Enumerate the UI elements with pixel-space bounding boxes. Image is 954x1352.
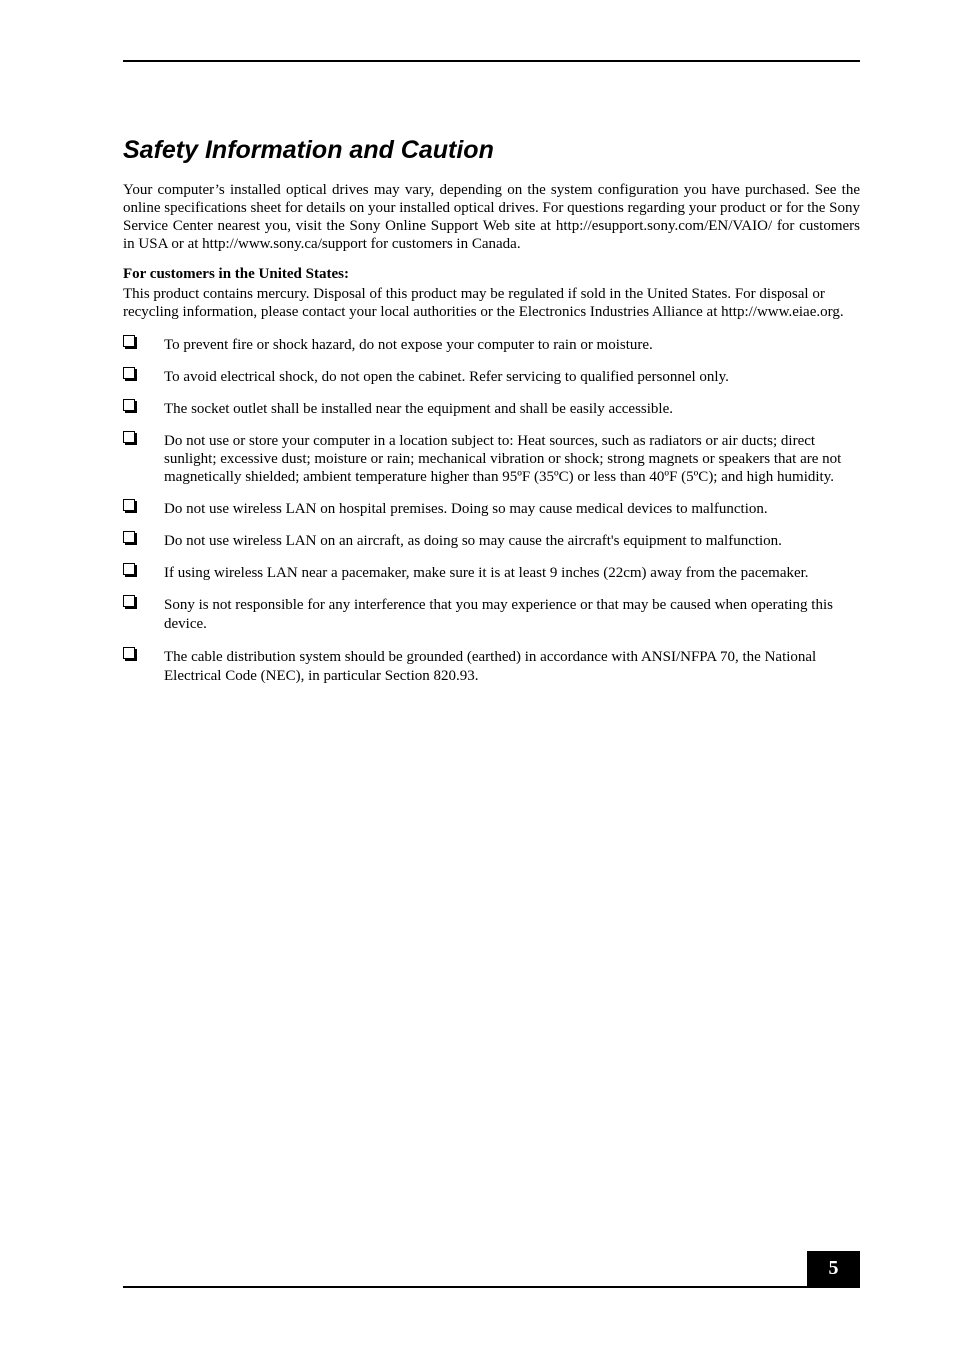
list-item-text: Sony is not responsible for any interference that you may experience or that may be caused when operating this device. xyxy=(164,597,833,632)
checkbox-square-icon xyxy=(123,499,135,511)
list-item xyxy=(123,647,860,685)
list-item xyxy=(123,335,860,353)
list-item-text: To avoid electrical shock, do not open the cabinet. Refer servicing to qualified personnel only. xyxy=(164,369,729,385)
checkbox-square-icon xyxy=(123,647,135,659)
list-item-text: Do not use wireless LAN on hospital premises. Doing so may cause medical devices to malfunction. xyxy=(164,501,768,517)
safety-list xyxy=(123,335,860,685)
bottom-rule xyxy=(123,1286,860,1288)
list-item xyxy=(123,531,860,549)
list-item xyxy=(123,563,860,581)
top-rule xyxy=(123,60,860,62)
list-item xyxy=(123,431,860,485)
checkbox-square-icon xyxy=(123,399,135,411)
checkbox-square-icon xyxy=(123,563,135,575)
us-customers-text: This product contains mercury. Disposal of this product may be regulated if sold in the United States. For disposal or recycling information, please contact your local authorities or the Electronics Industries Alliance at http://www.eiae.org. xyxy=(123,286,844,320)
list-item xyxy=(123,595,860,633)
list-item-text: The socket outlet shall be installed near the equipment and shall be easily accessible. xyxy=(164,401,673,417)
checkbox-square-icon xyxy=(123,431,135,443)
page-number: 5 xyxy=(807,1251,860,1288)
list-item xyxy=(123,499,860,517)
list-item-text: If using wireless LAN near a pacemaker, make sure it is at least 9 inches (22cm) away from the pacemaker. xyxy=(164,565,809,581)
checkbox-square-icon xyxy=(123,367,135,379)
list-item-text: Do not use wireless LAN on an aircraft, as doing so may cause the aircraft's equipment to malfunction. xyxy=(164,533,782,549)
list-item xyxy=(123,367,860,385)
document-body xyxy=(123,181,860,685)
checkbox-square-icon xyxy=(123,335,135,347)
list-item-text: The cable distribution system should be grounded (earthed) in accordance with ANSI/NFPA 70, the National Electrical Code (NEC), in particular Section 820.93. xyxy=(164,649,817,684)
checkbox-square-icon xyxy=(123,595,135,607)
page-title: Safety Information and Caution xyxy=(123,136,494,164)
us-customers-heading: For customers in the United States: xyxy=(123,266,349,282)
list-item xyxy=(123,399,860,417)
checkbox-square-icon xyxy=(123,531,135,543)
list-item-text: To prevent fire or shock hazard, do not expose your computer to rain or moisture. xyxy=(164,337,653,353)
intro-paragraph: Your computer’s installed optical drives may vary, depending on the system configuration you have purchased. See the online specifications sheet for details on your installed optical drives. For questions regarding your product or for the Sony Service Center nearest you, visit the Sony Online Support Web site at http://esupport.sony.com/EN/VAIO/ for customers in USA or at http://www.sony.ca/support for customers in Canada. xyxy=(123,182,860,252)
list-item-text: Do not use or store your computer in a location subject to: Heat sources, such as radiators or air ducts; direct sunlight; excessive dust; moisture or rain; mechanical vibration or shock; strong magnets or speakers that are not magnetically shielded; ambient temperature higher than 95ºF (35ºC) or less than 40ºF (5ºC); and high humidity. xyxy=(164,433,842,485)
